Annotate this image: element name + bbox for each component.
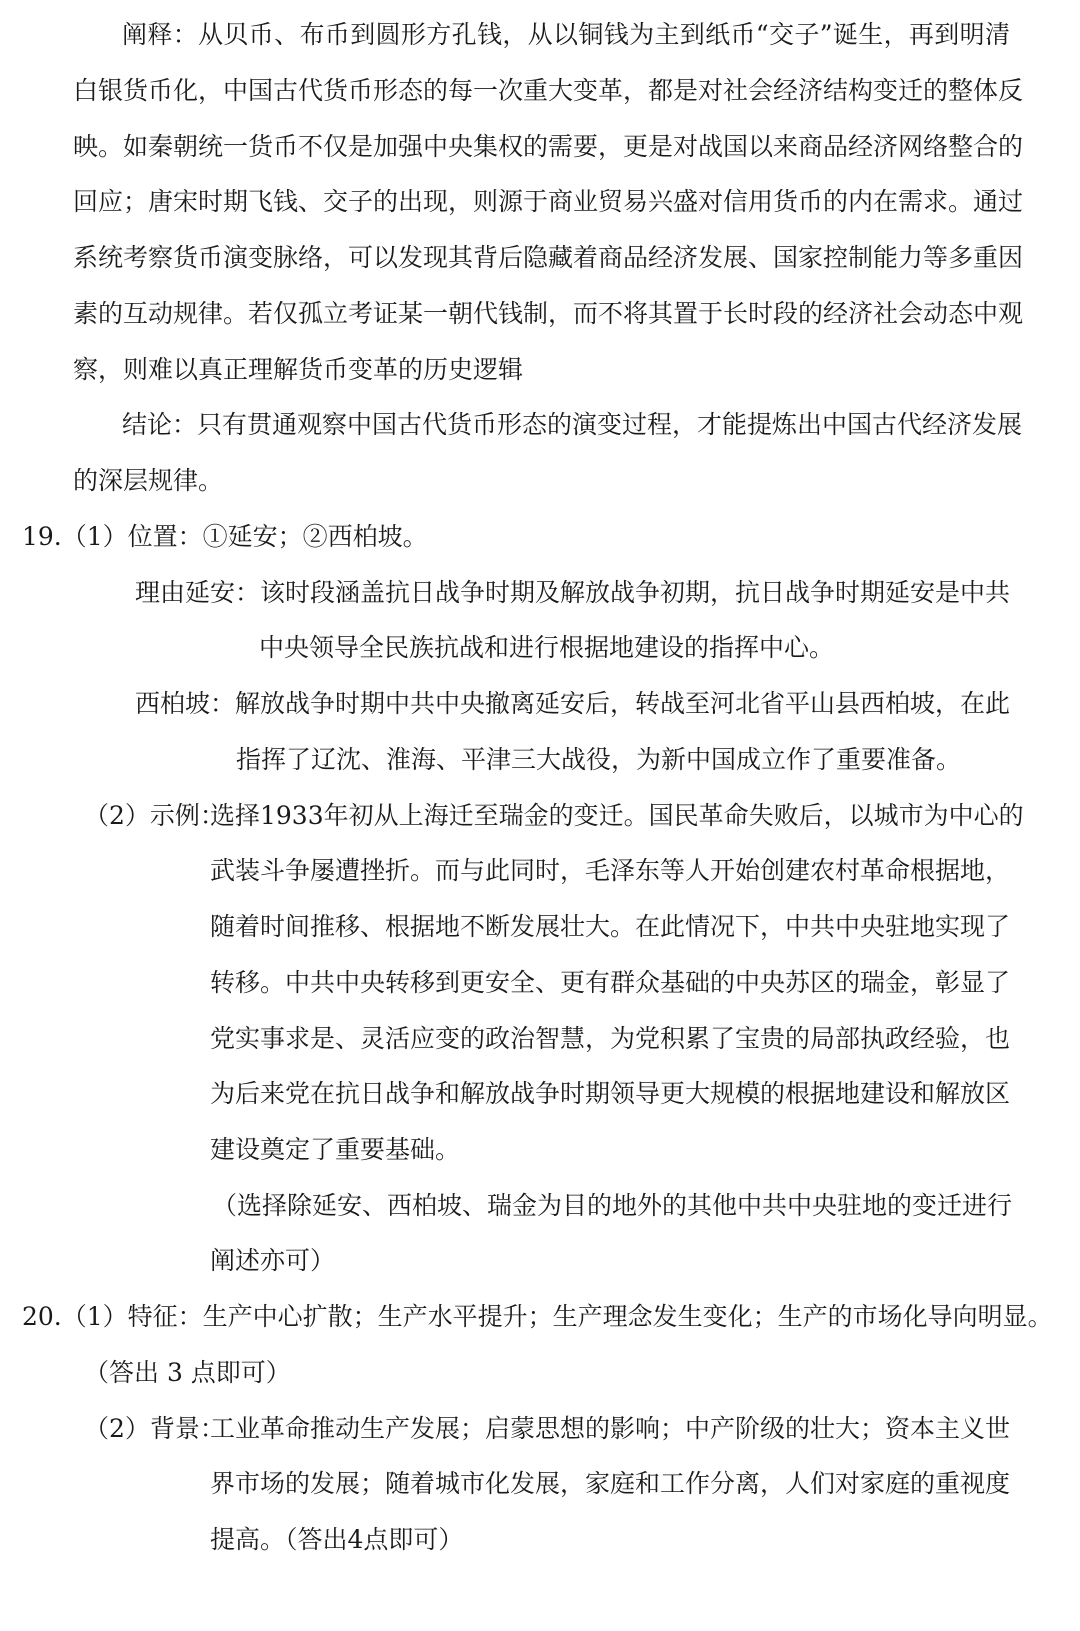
interpretation-line-4: 回应；唐宋时期飞钱、交子的出现，则源于商业贸易兴盛对信用货币的内在需求。通过: [73, 187, 1024, 216]
interpretation-line-3: 映。如秦朝统一货币不仅是加强中央集权的需要，更是对战国以来商品经济网络整合的: [73, 132, 1024, 161]
q19-yanan-line-1: 理由延安：该时段涵盖抗日战争时期及解放战争初期，抗日战争时期延安是中共: [135, 578, 1011, 607]
interpretation-line-7: 察，则难以真正理解货币变革的历史逻辑: [73, 355, 524, 384]
q19-part2-line-2: 武装斗争屡遭挫折。而与此同时，毛泽东等人开始创建农村革命根据地，: [210, 856, 1011, 885]
q19-note-line-2: 阐述亦可）: [210, 1246, 336, 1275]
q19-part2-line-3: 随着时间推移、根据地不断发展壮大。在此情况下，中共中央驻地实现了: [210, 912, 1011, 941]
q19-part2-line-1: 选择1933年初从上海迁至瑞金的变迁。国民革命失败后，以城市为中心的: [210, 801, 1024, 830]
interpretation-line-5: 系统考察货币演变脉络，可以发现其背后隐藏着商品经济发展、国家控制能力等多重因: [73, 243, 1024, 272]
interpretation-line-1: 阐释：从贝币、布币到圆形方孔钱，从以铜钱为主到纸币“交子”诞生，再到明清: [122, 20, 1010, 49]
q19-part2-line-4: 转移。中共中央转移到更安全、更有群众基础的中央苏区的瑞金，彰显了: [210, 968, 1011, 997]
conclusion-line-1: 结论：只有贯通观察中国古代货币形态的演变过程，才能提炼出中国古代经济发展: [122, 410, 1023, 439]
q19-yanan-line-2: 中央领导全民族抗战和进行根据地建设的指挥中心。: [259, 633, 835, 662]
q19-note-line-1: （选择除延安、西柏坡、瑞金为目的地外的其他中共中央驻地的变迁进行: [212, 1191, 1013, 1220]
interpretation-line-6: 素的互动规律。若仅孤立考证某一朝代钱制，而不将其置于长时段的经济社会动态中观: [73, 299, 1024, 328]
q19-xibaipo-line-2: 指挥了辽沈、淮海、平津三大战役，为新中国成立作了重要准备。: [236, 745, 962, 774]
q20-part2-line-2: 界市场的发展；随着城市化发展，家庭和工作分离，人们对家庭的重视度: [210, 1469, 1011, 1498]
q19-part1-header: 19.（1）位置：①延安；②西柏坡。: [22, 522, 428, 551]
q20-part2-label: （2）背景：: [84, 1414, 225, 1443]
q20-part2-line-1: 工业革命推动生产发展；启蒙思想的影响；中产阶级的壮大；资本主义世: [210, 1414, 1011, 1443]
conclusion-line-2: 的深层规律。: [73, 466, 224, 495]
q19-part2-line-6: 为后来党在抗日战争和解放战争时期领导更大规模的根据地建设和解放区: [210, 1079, 1011, 1108]
q19-part2-line-5: 党实事求是、灵活应变的政治智慧，为党积累了宝贵的局部执政经验，也: [210, 1024, 1011, 1053]
q20-part1-line: 20.（1）特征：生产中心扩散；生产水平提升；生产理念发生变化；生产的市场化导向明显。: [22, 1302, 1053, 1331]
q20-part1-note: （答出 3 点即可）: [84, 1358, 291, 1387]
interpretation-line-2: 白银货币化，中国古代货币形态的每一次重大变革，都是对社会经济结构变迁的整体反: [73, 76, 1024, 105]
q19-xibaipo-line-1: 西柏坡：解放战争时期中共中央撤离延安后，转战至河北省平山县西柏坡，在此: [135, 689, 1011, 718]
q19-part2-label: （2）示例：: [84, 801, 225, 830]
q19-part2-line-7: 建设奠定了重要基础。: [210, 1135, 461, 1164]
q20-part2-line-3: 提高。（答出4点即可）: [210, 1525, 464, 1554]
